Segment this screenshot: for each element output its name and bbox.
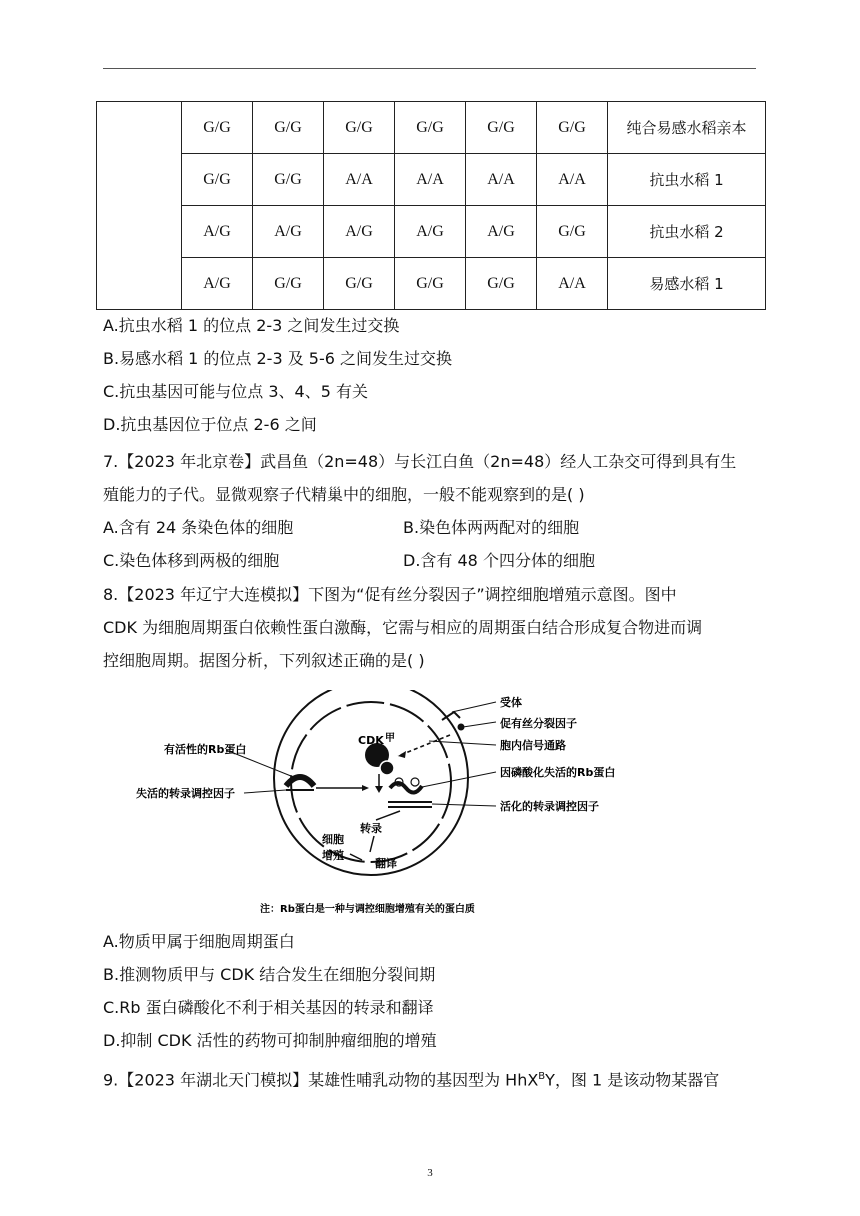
- row-label: 纯合易感水稻亲本: [608, 102, 766, 154]
- table-cell: G/G: [324, 258, 395, 310]
- mitogen-label: 促有丝分裂因子: [500, 717, 577, 730]
- q8-option-d: D.抑制 CDK 活性的药物可抑制肿瘤细胞的增殖: [103, 1031, 437, 1050]
- jia-label: 甲: [385, 733, 395, 744]
- cell-label: 细胞: [322, 833, 344, 846]
- transition-arrowhead: [362, 785, 369, 791]
- q6-option-a: A.抗虫水稻 1 的位点 2-3 之间发生过交换: [103, 316, 400, 335]
- header-rule: [103, 68, 756, 69]
- q9-superscript: B: [538, 1071, 546, 1082]
- table-cell: A/A: [537, 258, 608, 310]
- page-number: 3: [427, 1167, 433, 1179]
- transcription-label: 转录: [360, 822, 382, 835]
- jia-shape: [380, 761, 394, 775]
- table-row: [97, 102, 766, 154]
- leader-line: [463, 722, 496, 727]
- q7-stem-line1: 7.【2023 年北京卷】武昌鱼（2n=48）与长江白鱼（2n=48）经人工杂交可得到具有生: [103, 452, 737, 471]
- proliferation-label: 增殖: [322, 849, 344, 862]
- row-label: 抗虫水稻 1: [608, 154, 766, 206]
- table-cell: A/A: [466, 154, 537, 206]
- table-row: [97, 154, 766, 206]
- table-cell: A/A: [324, 154, 395, 206]
- phosphate-dot: [411, 778, 419, 786]
- table-row: [97, 206, 766, 258]
- q8-stem-line3: 控细胞周期。据图分析，下列叙述正确的是( ): [103, 651, 425, 670]
- table-cell: G/G: [395, 258, 466, 310]
- q8-option-b: B.推测物质甲与 CDK 结合发生在细胞分裂间期: [103, 965, 436, 984]
- q8-stem-line1: 8.【2023 年辽宁大连模拟】下图为“促有丝分裂因子”调控细胞增殖示意图。图中: [103, 585, 677, 604]
- q7-option-a: A.含有 24 条染色体的细胞: [103, 518, 294, 537]
- active-rb-label: 有活性的Rb蛋白: [164, 743, 247, 756]
- table-cell: G/G: [253, 258, 324, 310]
- signal-arrowhead: [398, 751, 406, 758]
- leader-line: [422, 772, 496, 787]
- receptor-label: 受体: [500, 696, 522, 709]
- table-cell: A/G: [395, 206, 466, 258]
- genotype-table: [96, 101, 766, 310]
- table-row: [97, 258, 766, 310]
- leader-line: [452, 702, 496, 712]
- table-cell: G/G: [253, 102, 324, 154]
- q9-stem-line1: [103, 1066, 719, 1091]
- translation-arrow: [370, 836, 374, 852]
- row-label: 易感水稻 1: [608, 258, 766, 310]
- table-cell: A/A: [395, 154, 466, 206]
- table-cell: A/G: [324, 206, 395, 258]
- table-cell: G/G: [466, 102, 537, 154]
- table-cell: G/G: [537, 206, 608, 258]
- table-cell: G/G: [395, 102, 466, 154]
- phospho-rb-shape: [390, 783, 422, 793]
- table-cell: G/G: [466, 258, 537, 310]
- active-rb-shape: [286, 777, 314, 786]
- inactive-tf-label: 失活的转录调控因子: [136, 787, 235, 800]
- table-cell: G/G: [182, 154, 253, 206]
- cdk-label: CDK: [358, 734, 384, 747]
- nuclear-envelope: [291, 702, 451, 862]
- q7-option-d: D.含有 48 个四分体的细胞: [403, 551, 595, 570]
- row-label: 抗虫水稻 2: [608, 206, 766, 258]
- q9-text: 9.【2023 年湖北天门模拟】某雄性哺乳动物的基因型为 HhX: [103, 1070, 539, 1090]
- q8-option-a: A.物质甲属于细胞周期蛋白: [103, 932, 295, 951]
- activated-tf-label: 活化的转录调控因子: [500, 800, 599, 813]
- transcription-arrow: [376, 811, 400, 820]
- table-cell: A/G: [466, 206, 537, 258]
- q9-text: Y，图 1 是该动物某器官: [545, 1070, 720, 1090]
- q7-option-c: C.染色体移到两极的细胞: [103, 551, 280, 570]
- table-cell: A/G: [182, 258, 253, 310]
- q6-option-c: C.抗虫基因可能与位点 3、4、5 有关: [103, 382, 368, 401]
- table-cell: A/A: [537, 154, 608, 206]
- signal-pathway-label: 胞内信号通路: [500, 739, 566, 752]
- phospho-rb-label: 因磷酸化失活的Rb蛋白: [500, 766, 616, 779]
- arrow-down-head: [375, 786, 383, 793]
- leader-line: [244, 790, 286, 793]
- q6-option-d: D.抗虫基因位于位点 2-6 之间: [103, 415, 317, 434]
- table-cell: A/G: [253, 206, 324, 258]
- q6-option-b: B.易感水稻 1 的位点 2-3 及 5-6 之间发生过交换: [103, 349, 453, 368]
- q7-option-b: B.染色体两两配对的细胞: [403, 518, 580, 537]
- table-cell: A/G: [182, 206, 253, 258]
- figure-note: 注：Rb蛋白是一种与调控细胞增殖有关的蛋白质: [260, 904, 475, 915]
- q8-stem-line2: CDK 为细胞周期蛋白依赖性蛋白激酶，它需与相应的周期蛋白结合形成复合物进而调: [103, 618, 703, 637]
- table-blank-cell: [97, 102, 182, 310]
- q8-option-c: C.Rb 蛋白磷酸化不利于相关基因的转录和翻译: [103, 998, 434, 1017]
- q7-stem-line2: 殖能力的子代。显微观察子代精巢中的细胞，一般不能观察到的是( ): [103, 485, 585, 504]
- table-cell: G/G: [537, 102, 608, 154]
- translation-label: 翻译: [375, 857, 397, 870]
- table-cell: G/G: [324, 102, 395, 154]
- cell-cycle-figure: [136, 690, 656, 918]
- table-cell: G/G: [253, 154, 324, 206]
- table-cell: G/G: [182, 102, 253, 154]
